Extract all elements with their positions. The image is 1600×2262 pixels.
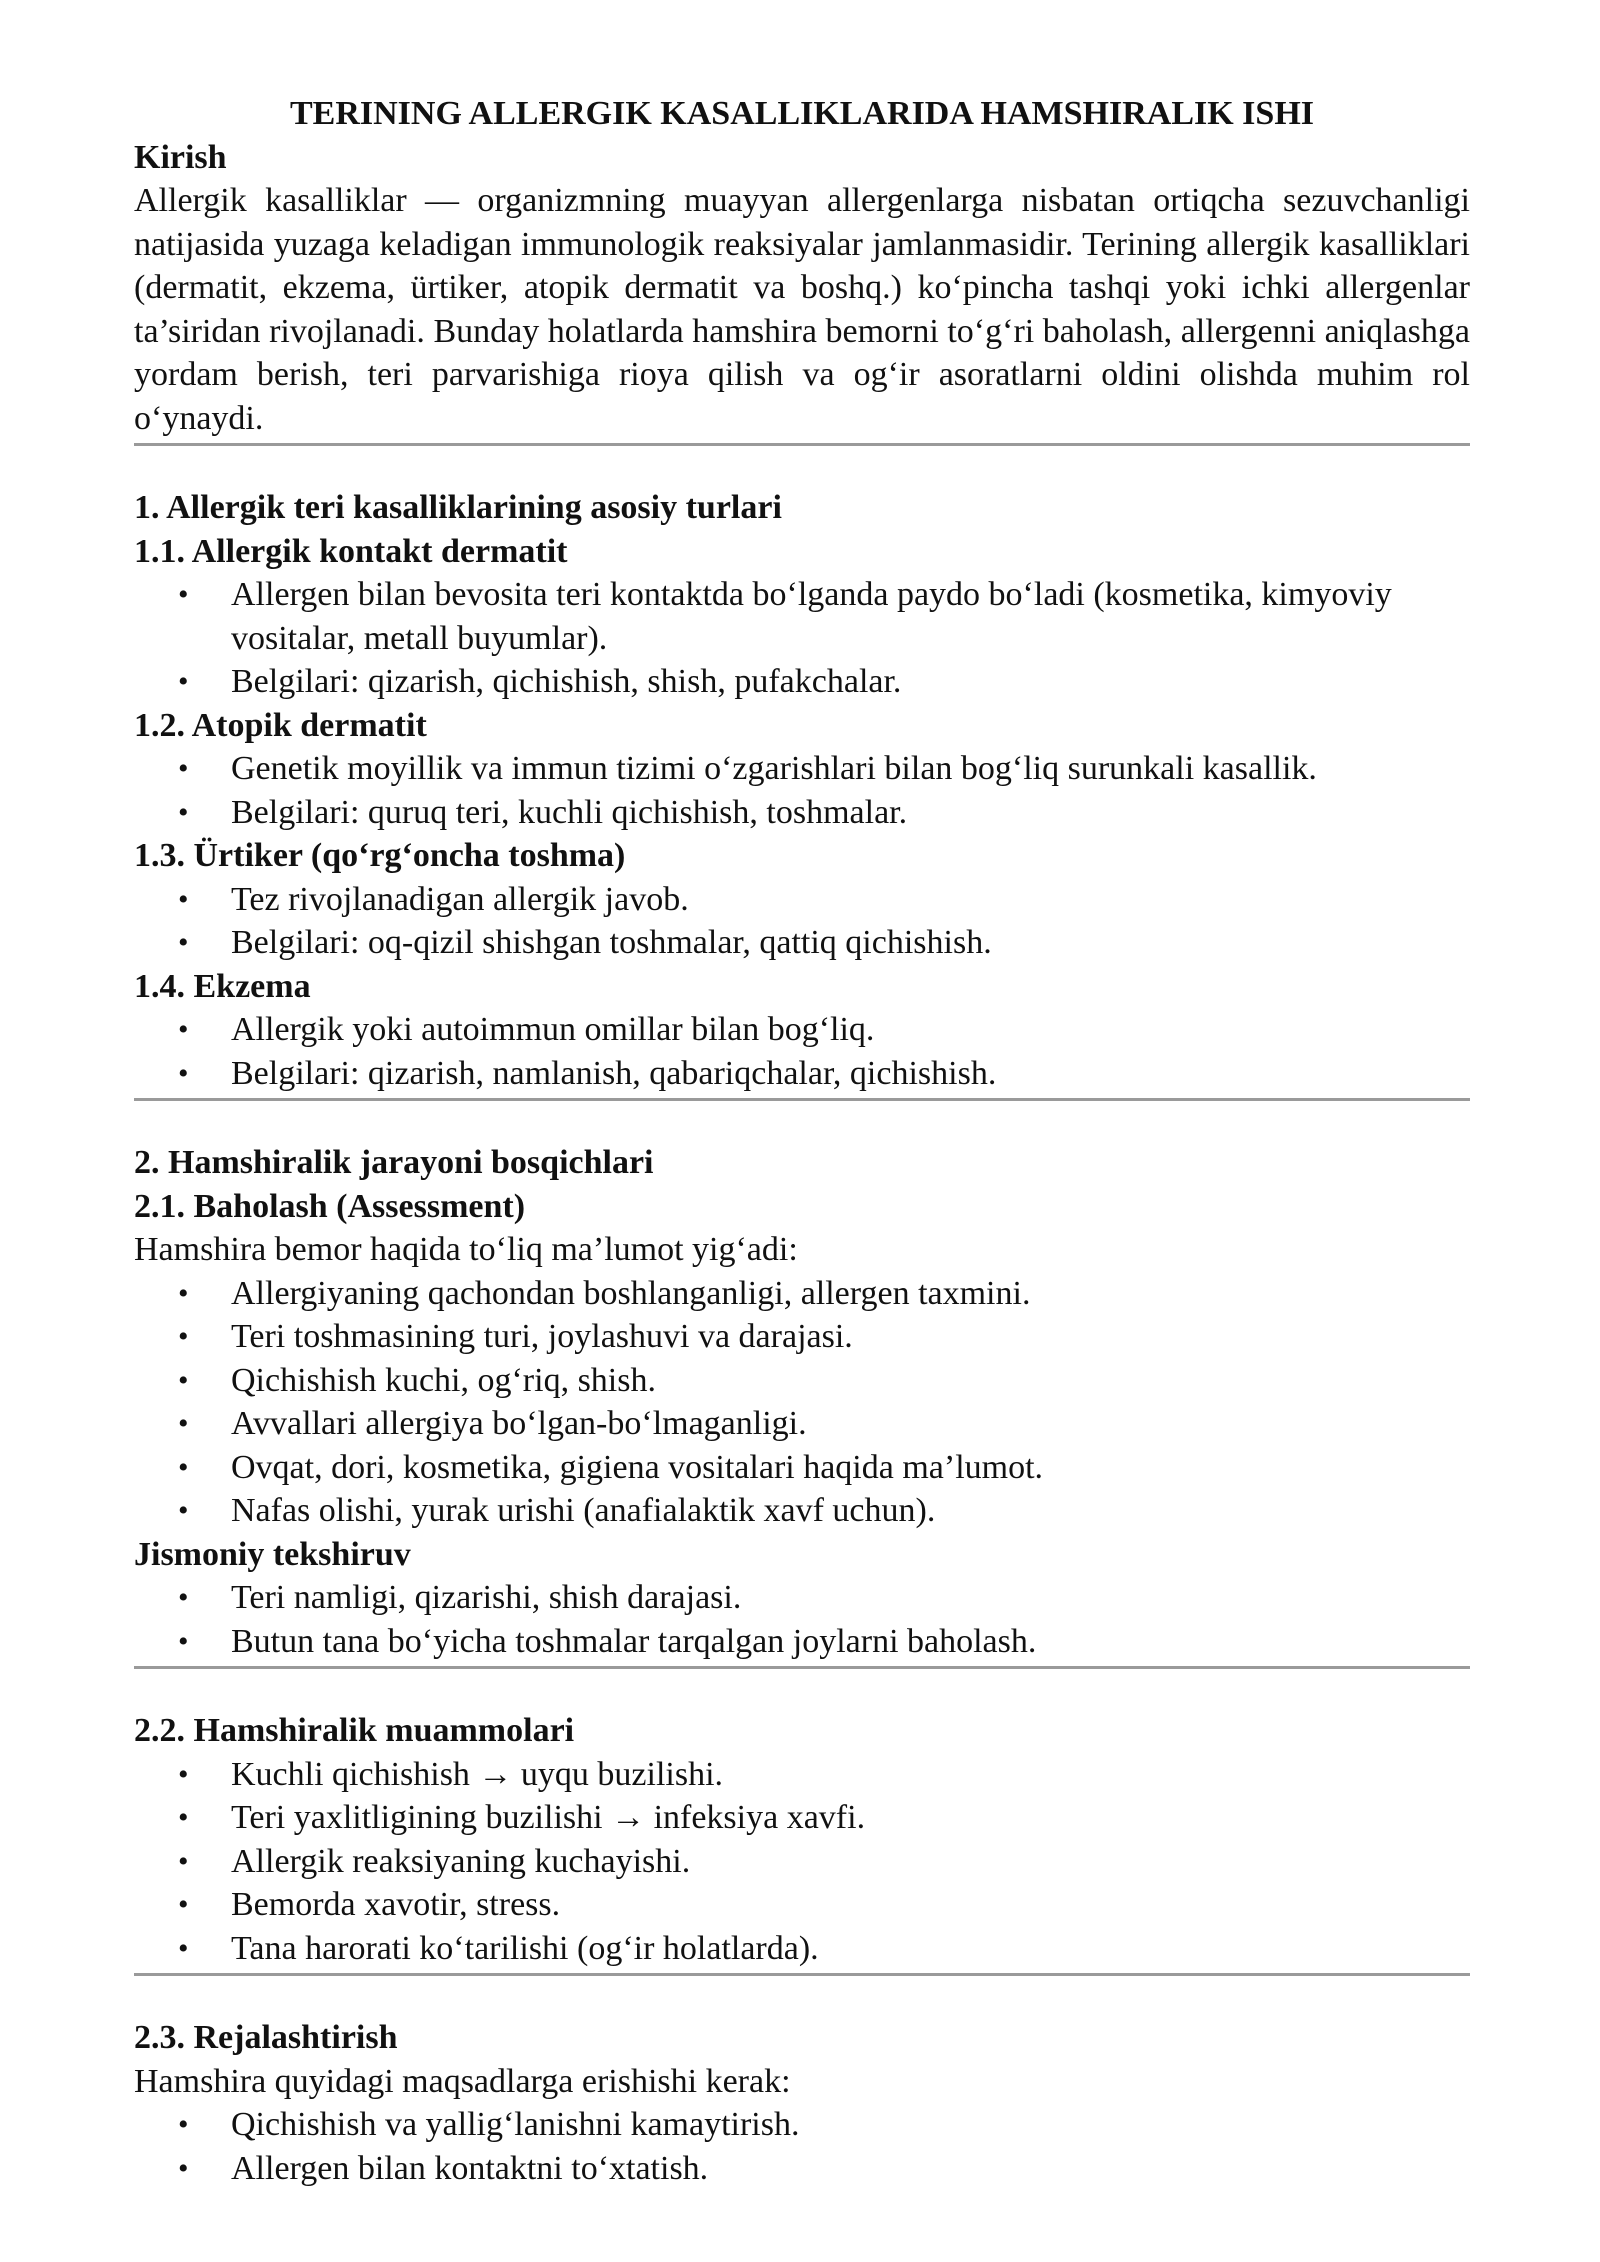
list-item-text: Belgilari: oq-qizil shishgan toshmalar, qattiq qichishish. bbox=[231, 924, 992, 961]
list-item bbox=[134, 921, 1470, 965]
list-item-text: Belgilari: quruq teri, kuchli qichishish, toshmalar. bbox=[231, 793, 908, 831]
section-divider bbox=[134, 1098, 1470, 1101]
list-item bbox=[134, 1753, 1470, 1797]
list-item-text: Teri toshmasining turi, joylashuvi va darajasi. bbox=[231, 1318, 853, 1355]
sub2-list bbox=[134, 747, 1470, 834]
list-item-text: Ovqat, dori, kosmetika, gigiena vositalari haqida ma’lumot. bbox=[231, 1448, 1044, 1486]
list-item bbox=[134, 1927, 1470, 1971]
list-item bbox=[134, 2103, 1470, 2147]
assessment-heading: 2.1. Baholash (Assessment) bbox=[134, 1187, 526, 1225]
list-item bbox=[134, 747, 1470, 791]
bullet-icon: • bbox=[178, 1276, 189, 1310]
bullet-icon: • bbox=[178, 1494, 189, 1527]
list-item bbox=[134, 1315, 1470, 1359]
sub3-list bbox=[134, 878, 1470, 965]
list-item bbox=[134, 1840, 1470, 1884]
list-item bbox=[134, 1402, 1470, 1446]
section2-heading: 2. Hamshiralik jarayoni bosqichlari bbox=[134, 1144, 654, 1181]
list-item bbox=[134, 878, 1470, 922]
list-item-text: Genetik moyillik va immun tizimi o‘zgarishlari bilan bog‘liq surunkali kasallik. bbox=[231, 750, 1317, 787]
list-item bbox=[134, 573, 1470, 660]
bullet-icon: • bbox=[178, 882, 189, 916]
bullet-icon: • bbox=[178, 1013, 189, 1046]
list-item-text: Belgilari: qizarish, qichishish, shish, pufakchalar. bbox=[231, 663, 902, 700]
list-item-text: Teri namligi, qizarishi, shish darajasi. bbox=[231, 1579, 742, 1616]
bullet-icon: • bbox=[178, 2151, 189, 2185]
list-item-text: Kuchli qichishish → uyqu buzilishi. bbox=[231, 1755, 724, 1793]
bullet-icon: • bbox=[178, 2108, 189, 2141]
list-item bbox=[134, 1796, 1470, 1840]
sub1-heading: 1.1. Allergik kontakt dermatit bbox=[134, 532, 568, 570]
sub1-list bbox=[134, 573, 1470, 704]
bullet-icon: • bbox=[178, 1363, 189, 1397]
document-title: TERINING ALLERGIK KASALLIKLARIDA HAMSHIRALIK ISHI bbox=[289, 95, 1315, 132]
planning-lead: Hamshira quyidagi maqsadlarga erishishi kerak: bbox=[134, 2062, 791, 2100]
list-item-text: Qichishish kuchi, og‘riq, shish. bbox=[231, 1361, 656, 1399]
bullet-icon: • bbox=[178, 1407, 189, 1440]
bullet-icon: • bbox=[178, 1320, 189, 1353]
bullet-icon: • bbox=[178, 1757, 189, 1791]
list-item bbox=[134, 791, 1470, 835]
sub3-heading: 1.3. Ürtiker (qo‘rg‘oncha toshma) bbox=[134, 837, 626, 874]
bullet-icon: • bbox=[178, 1931, 189, 1965]
bullet-icon: • bbox=[178, 752, 189, 785]
list-item-text: Allergen bilan bevosita teri kontaktda bo‘lganda paydo bo‘ladi (kosmetika, kimyoviy vositalar, metall buyumlar). bbox=[231, 576, 1392, 657]
list-item-text: Teri yaxlitligining buzilishi → infeksiya xavfi. bbox=[231, 1799, 866, 1836]
list-item-text: Qichishish va yallig‘lanishni kamaytirish. bbox=[231, 2106, 800, 2143]
bullet-icon: • bbox=[178, 1450, 189, 1484]
list-item-text: Allergik yoki autoimmun omillar bilan bog‘liq. bbox=[231, 1011, 875, 1048]
bullet-icon: • bbox=[178, 1624, 189, 1658]
list-item-text: Tez rivojlanadigan allergik javob. bbox=[231, 880, 689, 918]
list-item bbox=[134, 1008, 1470, 1052]
bullet-icon: • bbox=[178, 1801, 189, 1834]
section-divider bbox=[134, 1973, 1470, 1976]
list-item bbox=[134, 1620, 1470, 1664]
sub4-list bbox=[134, 1008, 1470, 1095]
section1-heading: 1. Allergik teri kasalliklarining asosiy turlari bbox=[134, 489, 782, 526]
list-item bbox=[134, 1446, 1470, 1490]
list-item bbox=[134, 1272, 1470, 1316]
problems-list bbox=[134, 1753, 1470, 1971]
bullet-icon: • bbox=[178, 1581, 189, 1614]
sub2-heading: 1.2. Atopik dermatit bbox=[134, 706, 427, 744]
assessment-list bbox=[134, 1272, 1470, 1533]
assessment-lead: Hamshira bemor haqida to‘liq ma’lumot yig‘adi: bbox=[134, 1231, 798, 1268]
bullet-icon: • bbox=[178, 926, 189, 959]
bullet-icon: • bbox=[178, 1888, 189, 1921]
list-item-text: Avvallari allergiya bo‘lgan-bo‘lmaganligi. bbox=[231, 1405, 807, 1442]
list-item bbox=[134, 660, 1470, 704]
list-item bbox=[134, 1052, 1470, 1096]
list-item bbox=[134, 1883, 1470, 1927]
bullet-icon: • bbox=[178, 1844, 189, 1878]
list-item bbox=[134, 1359, 1470, 1403]
planning-list bbox=[134, 2103, 1470, 2190]
bullet-icon: • bbox=[178, 1056, 189, 1090]
list-item-text: Nafas olishi, yurak urishi (anafialaktik xavf uchun). bbox=[231, 1492, 936, 1529]
list-item-text: Tana harorati ko‘tarilishi (og‘ir holatlarda). bbox=[231, 1929, 819, 1967]
exam-list bbox=[134, 1576, 1470, 1663]
list-item-text: Belgilari: qizarish, namlanish, qabariqchalar, qichishish. bbox=[231, 1054, 997, 1092]
intro-paragraph: Allergik kasalliklar — organizmning muayyan allergenlarga nisbatan ortiqcha sezuvchanligi natijasida yuzaga keladigan immunologik reaksiyalar jamlanmasidir. Terining allergik kasalliklari (dermatit, ekzema, ürtiker, atopik dermatit va boshq.) ko‘pincha tashqi yoki ichki allergenlar ta’siridan rivojlanadi. Bunday holatlarda hamshira bemorni to‘g‘ri baholash, allergenni aniqlashga yordam berish, teri parvarishiga rioya qilish va og‘ir asoratlarni oldini olishda muhim rol o‘ynaydi. bbox=[134, 182, 1470, 437]
list-item-text: Butun tana bo‘yicha toshmalar tarqalgan joylarni baholash. bbox=[231, 1622, 1037, 1660]
list-item bbox=[134, 1576, 1470, 1620]
list-item-text: Allergen bilan kontaktni to‘xtatish. bbox=[231, 2149, 709, 2187]
intro-heading: Kirish bbox=[134, 138, 227, 176]
bullet-icon: • bbox=[178, 665, 189, 698]
problems-heading: 2.2. Hamshiralik muammolari bbox=[134, 1712, 575, 1749]
section-divider bbox=[134, 1666, 1470, 1669]
list-item-text: Allergik reaksiyaning kuchayishi. bbox=[231, 1842, 691, 1880]
list-item bbox=[134, 1489, 1470, 1533]
exam-heading: Jismoniy tekshiruv bbox=[134, 1535, 411, 1573]
list-item bbox=[134, 2147, 1470, 2191]
planning-heading: 2.3. Rejalashtirish bbox=[134, 2019, 398, 2056]
list-item-text: Bemorda xavotir, stress. bbox=[231, 1886, 561, 1923]
sub4-heading: 1.4. Ekzema bbox=[134, 967, 311, 1005]
bullet-icon: • bbox=[178, 578, 189, 611]
section-divider bbox=[134, 443, 1470, 446]
list-item-text: Allergiyaning qachondan boshlanganligi, allergen taxmini. bbox=[231, 1274, 1031, 1312]
bullet-icon: • bbox=[178, 795, 189, 829]
